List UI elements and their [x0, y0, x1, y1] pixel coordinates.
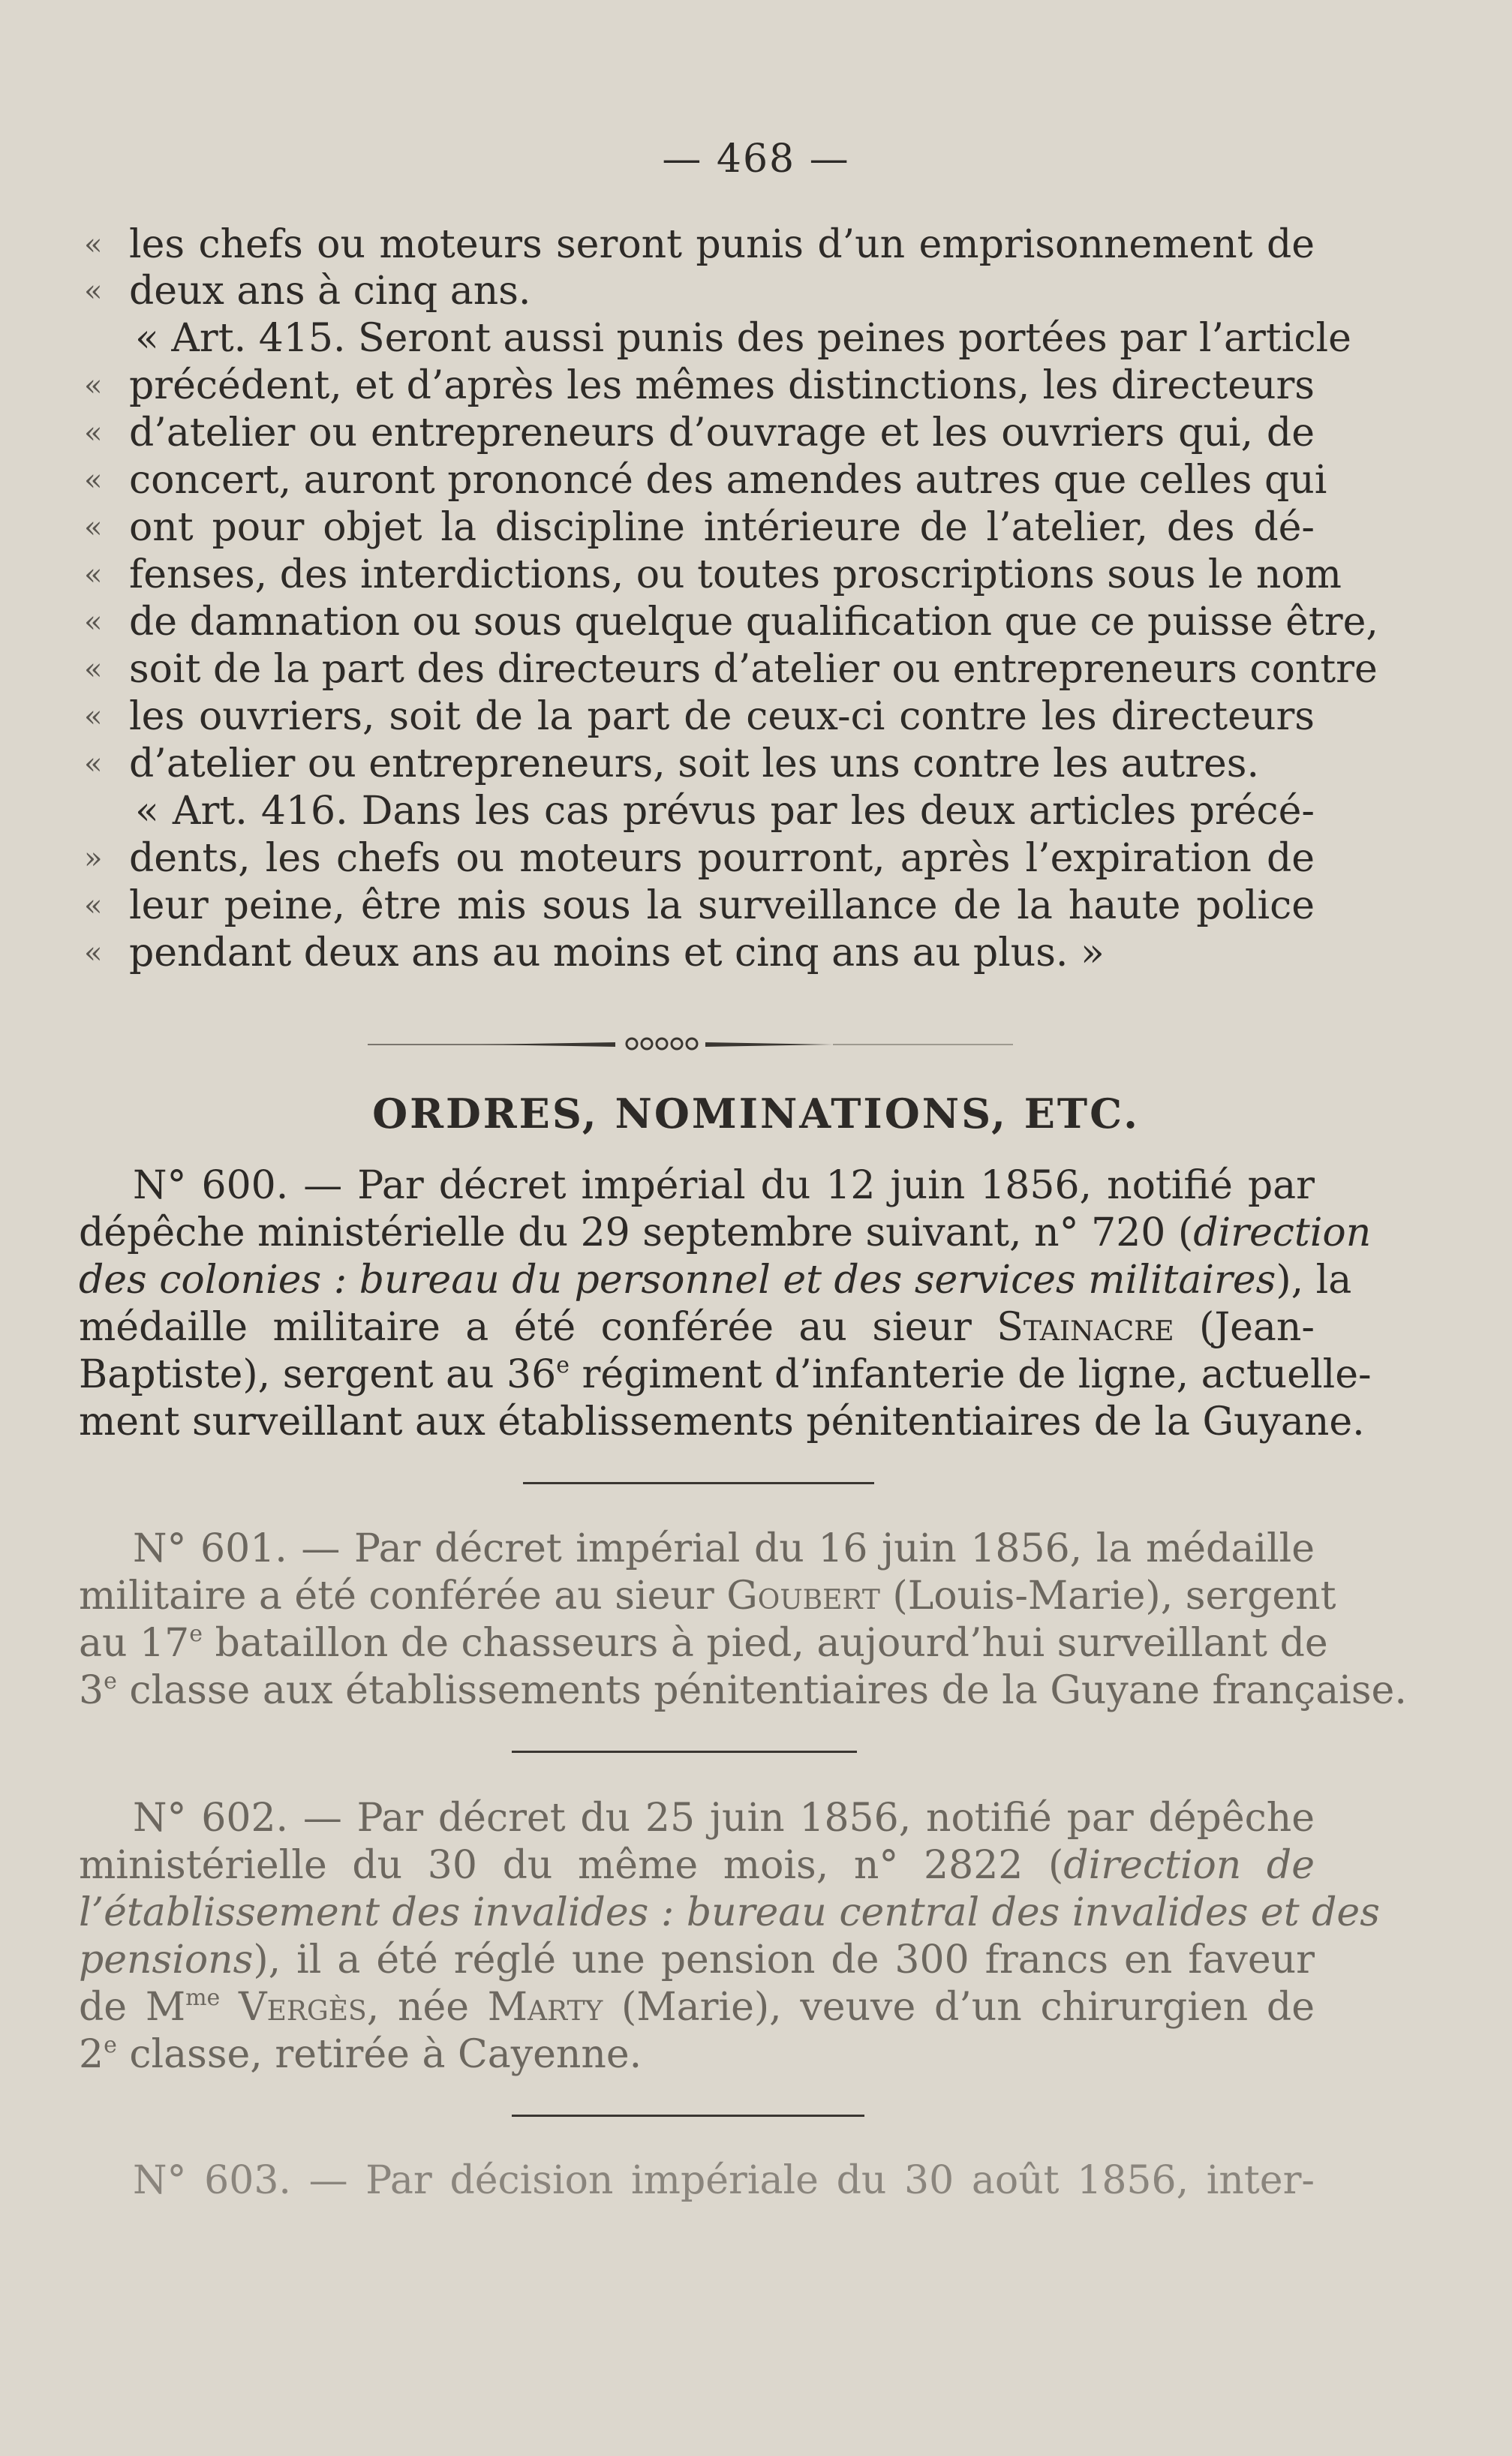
law-line: [84, 221, 1315, 268]
law-line: [84, 362, 1315, 409]
entry-602: [79, 1795, 1380, 2079]
law-line: [84, 268, 1315, 314]
entry-line: dépêche ministérielle du 29 septembre suivant, n° 720 (direction: [79, 1210, 1372, 1255]
law-line-text: ont pour objet la discipline intérieure de l’atelier, des dé-: [129, 505, 1315, 550]
entry-line: pensions), il a été réglé une pension de 300 francs en faveur: [79, 1937, 1315, 1983]
entry-601: [79, 1526, 1407, 1715]
entry-line: N° 600. — Par décret impérial du 12 juin 1856, notifié par: [133, 1163, 1315, 1208]
law-line: [84, 457, 1327, 504]
margin-quote-mark: «: [84, 227, 103, 262]
law-line-text: deux ans à cinq ans.: [129, 269, 531, 314]
entry-line: médaille militaire a été conférée au sieur Stainacre (Jean-: [79, 1305, 1315, 1350]
margin-quote-mark: »: [84, 841, 103, 876]
law-line-text: les chefs ou moteurs seront punis d’un emprisonnement de: [129, 222, 1315, 267]
law-line: [135, 788, 1315, 834]
margin-quote-mark: «: [84, 416, 103, 450]
law-line: [84, 599, 1378, 645]
law-line-text: d’atelier ou entrepreneurs d’ouvrage et les ouvriers qui, de: [129, 410, 1315, 455]
law-line-text: soit de la part des directeurs d’atelier ou entrepreneurs contre: [129, 647, 1378, 692]
entry-line: des colonies : bureau du personnel et des services militaires), la: [79, 1258, 1352, 1303]
law-line-text: leur peine, être mis sous la surveillance de la haute police: [129, 883, 1315, 928]
law-line-text: « Art. 415. Seront aussi punis des peines portées par l’article: [135, 316, 1351, 361]
law-line-text: concert, auront prononcé des amendes autres que celles qui: [129, 458, 1327, 503]
margin-quote-mark: «: [84, 888, 103, 923]
page-number: — 468 —: [662, 137, 850, 182]
law-line-text: d’atelier ou entrepreneurs, soit les uns contre les autres.: [129, 741, 1259, 786]
margin-quote-mark: «: [84, 368, 103, 403]
entry-line: N° 603. — Par décision impériale du 30 août 1856, inter-: [133, 2158, 1315, 2203]
entry-603: [79, 2157, 1315, 2205]
margin-quote-mark: «: [84, 652, 103, 687]
entry-line: 2e classe, retirée à Cayenne.: [79, 2032, 642, 2077]
law-line-text: dents, les chefs ou moteurs pourront, après l’expiration de: [129, 836, 1315, 881]
law-line: [84, 504, 1315, 551]
entry-line: au 17e bataillon de chasseurs à pied, aujourd’hui surveillant de: [79, 1621, 1328, 1666]
law-line-text: précédent, et d’après les mêmes distinctions, les directeurs: [129, 363, 1315, 408]
entry-line: N° 602. — Par décret du 25 juin 1856, notifié par dépêche: [133, 1796, 1315, 1841]
law-line: [84, 646, 1378, 693]
entry-line: N° 601. — Par décret impérial du 16 juin 1856, la médaille: [133, 1526, 1315, 1571]
margin-quote-mark: «: [84, 463, 103, 498]
law-line: [84, 835, 1315, 882]
entry-line: 3e classe aux établissements pénitentiaires de la Guyane française.: [79, 1668, 1407, 1713]
margin-quote-mark: «: [84, 747, 103, 781]
law-line: [84, 410, 1315, 456]
law-line: [84, 693, 1315, 740]
law-line-text: les ouvriers, soit de la part de ceux-ci contre les directeurs: [129, 694, 1315, 739]
margin-quote-mark: «: [84, 274, 103, 308]
separator-rule: [512, 2115, 864, 2117]
separator-rule: [523, 1482, 874, 1484]
margin-quote-mark: «: [84, 510, 103, 545]
law-line-text: fenses, des interdictions, ou toutes proscriptions sous le nom: [129, 552, 1342, 597]
entry-line: ministérielle du 30 du même mois, n° 2822 (direction de: [79, 1843, 1315, 1888]
law-line: [135, 315, 1351, 362]
separator-rule: [512, 1751, 857, 1753]
margin-quote-mark: «: [84, 936, 103, 970]
margin-quote-mark: «: [84, 699, 103, 734]
law-line-text: « Art. 416. Dans les cas prévus par les deux articles précé-: [135, 789, 1315, 834]
margin-quote-mark: «: [84, 558, 103, 592]
section-title: ORDRES, NOMINATIONS, ETC.: [372, 1090, 1140, 1138]
entry-line: Baptiste), sergent au 36e régiment d’infanterie de ligne, actuelle-: [79, 1352, 1372, 1397]
ornament-divider: [368, 1034, 1013, 1052]
entry-line: ment surveillant aux établissements pénitentiaires de la Guyane.: [79, 1399, 1365, 1444]
law-line-text: pendant deux ans au moins et cinq ans au plus. »: [129, 930, 1105, 975]
entry-line: l’établissement des invalides : bureau central des invalides et des: [79, 1890, 1380, 1935]
law-line: [84, 930, 1315, 976]
entry-line: militaire a été conférée au sieur Goubert (Louis-Marie), sergent: [79, 1574, 1336, 1619]
law-line: [84, 882, 1315, 929]
margin-quote-mark: «: [84, 605, 103, 639]
law-line-text: de damnation ou sous quelque qualification que ce puisse être,: [129, 600, 1378, 645]
entry-600: [79, 1162, 1372, 1446]
entry-line: de $M^{me}$ Vergès, née Marty (Marie), veuve d’un chirurgien de: [79, 1985, 1315, 2030]
law-line: [84, 552, 1342, 598]
law-line: [84, 741, 1315, 787]
